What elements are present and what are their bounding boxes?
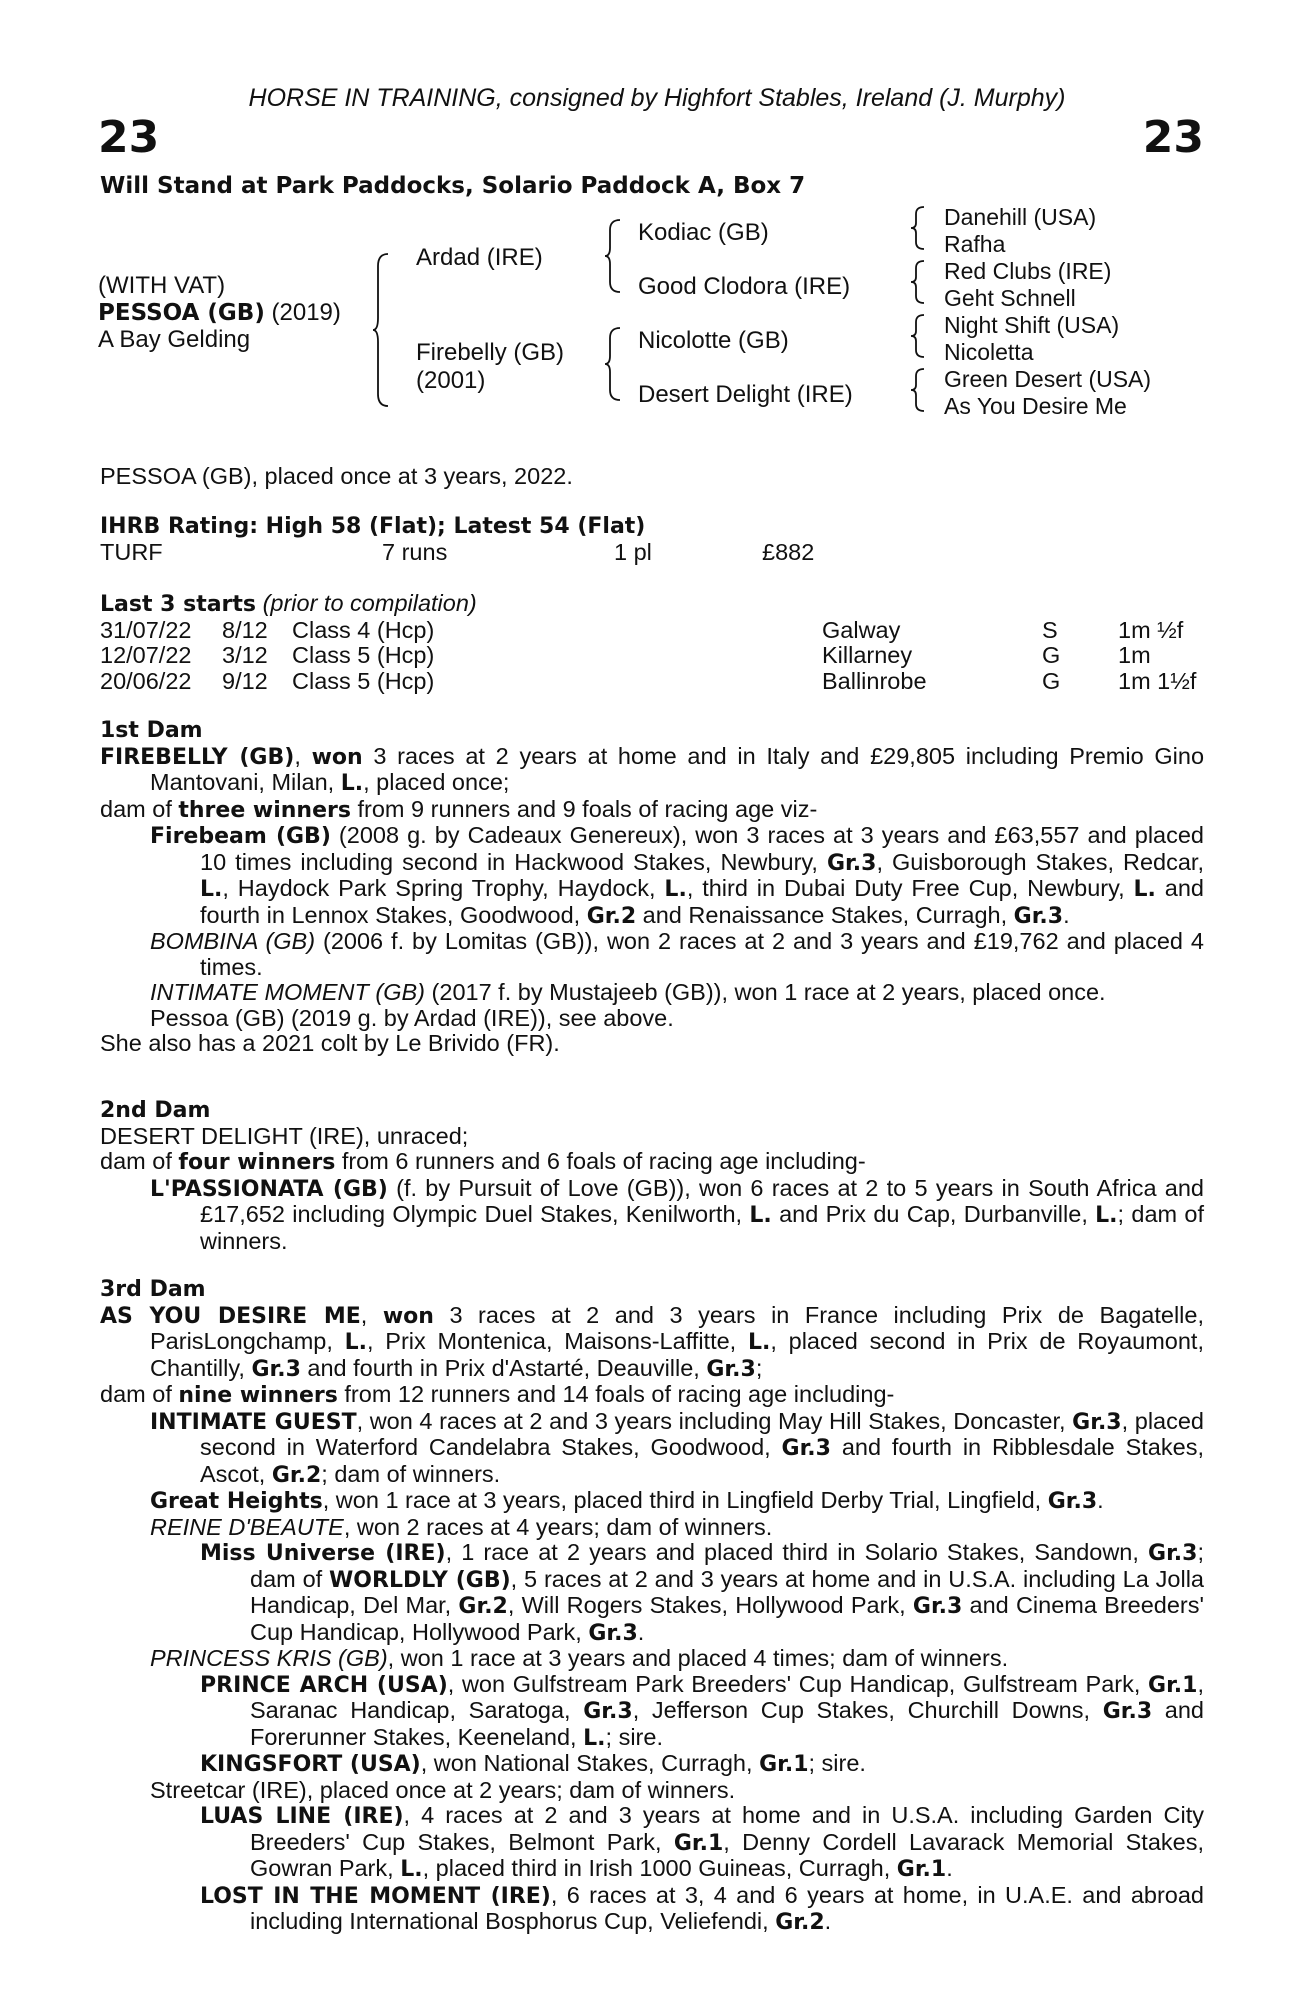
text: dam of (100, 795, 179, 822)
rating-surface: TURF (100, 538, 163, 565)
text: , 4 races at 2 and 3 years at home and in U.S.A. including Garden City Breeders' Cup Stakes, Belmont Park, (250, 1802, 1204, 1855)
grade-badge: Gr.2 (586, 903, 637, 929)
listed-badge: L. (749, 1203, 772, 1228)
progeny-bombina (150, 929, 1204, 980)
grade-badge: Gr.2 (775, 1910, 825, 1935)
won-label: won (311, 744, 363, 770)
lot-number-right: 23 (1142, 112, 1204, 163)
listed-badge: L. (340, 771, 364, 796)
second-dam-record: DESERT DELIGHT (IRE), unraced; (100, 1122, 469, 1149)
grade-badge: Gr.3 (1148, 1541, 1198, 1566)
ancestor-green-desert: Green Desert (USA) (944, 366, 1152, 392)
grade-badge: Gr.3 (827, 850, 877, 876)
start-row (100, 669, 1204, 695)
listed-badge: L. (344, 1330, 368, 1355)
start-class: Class 5 (Hcp) (292, 667, 435, 694)
progeny-name: REINE D'BEAUTE (150, 1513, 344, 1540)
progeny-name: Miss Universe (IRE) (200, 1541, 446, 1566)
pedigree-brace (910, 313, 926, 359)
text: and Renaissance Stakes, Curragh, (636, 901, 1014, 928)
dam-sire: Nicolotte (GB) (638, 327, 789, 354)
pedigree-brace (372, 252, 390, 408)
pedigree-brace (910, 205, 926, 251)
text: from 12 runners and 14 foals of racing age including- (337, 1381, 895, 1407)
progeny-name: INTIMATE MOMENT (GB) (150, 979, 426, 1005)
text: from 6 runners and 6 foals of racing age including- (335, 1148, 866, 1174)
text: , placed second in Prix de Royaumont, Chantilly, (150, 1328, 1204, 1381)
last-starts-note: (prior to compilation) (262, 590, 477, 616)
dam-dam: Desert Delight (IRE) (638, 381, 853, 408)
first-dam-record: FIREBELLY (GB), won 3 races at 2 years at home and in Italy and £29,805 including Premio Gino Mantovani, Milan, L., placed once; (100, 742, 1205, 796)
start-course: Galway (822, 616, 901, 643)
text: . (1097, 1487, 1104, 1513)
rating-earnings: £882 (762, 538, 815, 565)
second-dam-heading: 2nd Dam (100, 1098, 211, 1123)
text: ; dam of winners. (200, 1201, 1205, 1254)
progeny-kingsfort (200, 1751, 1204, 1778)
grade-badge: Gr.2 (458, 1594, 508, 1619)
consignor-line: HORSE IN TRAINING, consigned by Highfort Stables, Ireland (J. Murphy) (248, 84, 1066, 112)
rating-placed: 1 pl (614, 538, 652, 565)
winners-count: four winners (178, 1150, 336, 1175)
dam-year: (2001) (416, 367, 486, 394)
text: dam of (100, 1381, 179, 1407)
grade-badge: Gr.2 (271, 1462, 322, 1488)
progeny-name: WORLDLY (GB) (329, 1567, 511, 1593)
listed-badge: L. (400, 1857, 423, 1882)
start-position: 3/12 (222, 642, 268, 668)
start-distance: 1m 1½f (1118, 667, 1197, 694)
progeny-reine-dbeaute (150, 1515, 1204, 1541)
text: , placed second in Waterford Candelabra Stakes, Goodwood, (200, 1407, 1204, 1460)
text: , won 4 races at 2 and 3 years including May Hill Stakes, Doncaster, (356, 1407, 1073, 1434)
progeny-intimate-moment (150, 980, 1204, 1006)
start-date: 31/07/22 (100, 616, 192, 643)
text: ; sire. (808, 1750, 866, 1776)
progeny-name: KINGSFORT (USA) (200, 1752, 421, 1777)
start-row (100, 618, 1204, 644)
text: , 1 race at 2 years and placed third in Solario Stakes, Sandown, (445, 1539, 1149, 1565)
text: (2008 g. by Cadeaux Genereux), won 3 races at 3 years and £63,557 and placed 10 times including second in Hackwood Stakes, Newbury, (200, 822, 1204, 875)
text: , 5 races at 2 and 3 years at home and in U.S.A. including La Jolla Handicap, Del Mar, (250, 1565, 1204, 1618)
lot-number-left: 23 (98, 112, 160, 163)
text: , Saranac Handicap, Saratoga, (250, 1670, 1204, 1723)
progeny-luas-line (200, 1803, 1204, 1883)
start-position: 9/12 (222, 667, 268, 694)
grade-badge: Gr.3 (583, 1699, 633, 1724)
progeny-name: Firebeam (GB) (150, 824, 331, 849)
grade-badge: Gr.1 (1148, 1672, 1198, 1698)
text: and Prix du Cap, Durbanville, (771, 1201, 1096, 1227)
text: . (1063, 901, 1070, 928)
start-date: 12/07/22 (100, 642, 192, 668)
stand-location: Will Stand at Park Paddocks, Solario Paddock A, Box 7 (100, 173, 806, 199)
text: and fourth in Prix d'Astarté, Deauville, (300, 1354, 707, 1381)
pedigree-brace (910, 367, 926, 413)
text: , Haydock Park Spring Trophy, Haydock, (222, 875, 665, 901)
pedigree-brace (604, 218, 622, 294)
sire-dam: Good Clodora (IRE) (638, 273, 851, 300)
horse-name: PESSOA (GB) (98, 300, 265, 326)
start-class: Class 4 (Hcp) (292, 616, 435, 643)
first-dam-produce-summary (100, 797, 1204, 824)
first-dam-heading: 1st Dam (100, 718, 203, 743)
text: (f. by Pursuit of Love (GB)), won 6 races at 2 to 5 years in South Africa and £17,652 including Olympic Duel Stakes, Kenilworth, (200, 1174, 1205, 1227)
pedigree-brace (910, 259, 926, 305)
progeny-lost-in-the-moment (200, 1883, 1204, 1936)
grade-badge: Gr.1 (896, 1857, 947, 1882)
progeny-name: LUAS LINE (IRE) (200, 1804, 404, 1829)
last-starts-header (100, 591, 1204, 618)
ancestor-rafha: Rafha (944, 231, 1006, 257)
text: , won National Stakes, Curragh, (420, 1750, 760, 1776)
start-distance: 1m (1118, 642, 1151, 668)
start-date: 20/06/22 (100, 667, 192, 694)
text: . (637, 1618, 645, 1645)
text: (2006 f. by Lomitas (GB)), won 2 races at 2 and 3 years and £19,762 and placed 4 times. (200, 928, 1204, 980)
text: , won Gulfstream Park Breeders' Cup Handicap, Gulfstream Park, (447, 1670, 1149, 1697)
text: , Prix Montenica, Maisons-Laffitte, (367, 1328, 748, 1354)
start-distance: 1m ½f (1118, 616, 1184, 643)
text: , won 1 race at 3 years and placed 4 times; dam of winners. (387, 1645, 1009, 1671)
grade-badge: Gr.3 (706, 1356, 756, 1382)
text: (2017 f. by Mustajeeb (GB)), won 1 race at 2 years, placed once. (425, 979, 1106, 1005)
text: . (946, 1855, 953, 1881)
text: ; dam of winners. (321, 1460, 501, 1487)
rating-row (100, 540, 1204, 566)
start-going: G (1042, 667, 1061, 694)
progeny-streetcar: Streetcar (IRE), placed once at 2 years; dam of winners. (150, 1776, 736, 1803)
grade-badge: Gr.3 (251, 1356, 301, 1382)
horse-name-line (98, 299, 341, 327)
grade-badge: Gr.3 (781, 1436, 831, 1461)
progeny-name: Great Heights (150, 1489, 323, 1514)
ancestor-danehill: Danehill (USA) (944, 204, 1097, 230)
horse-description: A Bay Gelding (98, 326, 251, 353)
last-starts-block (100, 591, 1204, 694)
start-course: Ballinrobe (822, 667, 927, 694)
listed-badge: L. (583, 1725, 606, 1751)
listed-badge: L. (664, 877, 687, 902)
start-going: S (1042, 616, 1058, 643)
progeny-pessoa: Pessoa (GB) (2019 g. by Ardad (IRE)), see above. (150, 1004, 674, 1031)
third-dam-section (100, 1277, 1204, 1936)
text: , Guisborough Stakes, Redcar, (876, 848, 1204, 875)
text: and fourth in Lennox Stakes, Goodwood, (200, 875, 1204, 928)
text: , placed once; (363, 769, 510, 795)
second-dam-produce-summary (100, 1149, 1204, 1176)
text: , Jefferson Cup Stakes, Churchill Downs, (632, 1697, 1103, 1723)
grade-badge: Gr.1 (759, 1752, 809, 1777)
third-dam-record: AS YOU DESIRE ME, won 3 races at 2 and 3 years in France including Prix de Bagatelle, ParisLongchamp, L., Prix Montenica, Maisons-Laffitte, L., placed second in Prix de Royaumont, Chantilly, Gr.3 and fourth in Prix d'Astarté, Deauville, Gr.3; (100, 1301, 1205, 1382)
progeny-name: BOMBINA (GB) (150, 928, 316, 954)
grade-badge: Gr.3 (1013, 903, 1064, 929)
third-dam-heading: 3rd Dam (100, 1277, 206, 1302)
grade-badge: Gr.3 (1072, 1409, 1122, 1435)
second-dam-section (100, 1098, 1204, 1254)
horse-year: (2019) (271, 299, 341, 326)
pedigree-brace (604, 326, 622, 402)
produce-note: She also has a 2021 colt by Le Brivido (FR). (100, 1030, 560, 1056)
text: , third in Dubai Duty Free Cup, Newbury, (686, 875, 1134, 901)
start-going: G (1042, 642, 1061, 668)
text: , placed third in Irish 1000 Guineas, Curragh, (422, 1855, 897, 1881)
progeny-prince-arch (200, 1672, 1204, 1752)
start-position: 8/12 (222, 616, 268, 643)
ancestor-night-shift: Night Shift (USA) (944, 312, 1120, 338)
winners-count: three winners (178, 797, 351, 823)
text: ; sire. (605, 1723, 663, 1750)
text: and Cinema Breeders' Cup Handicap, Hollywood Park, (250, 1592, 1204, 1645)
progeny-lpassionata (150, 1176, 1204, 1255)
progeny-name: PRINCESS KRIS (GB) (150, 1645, 388, 1671)
rating-heading: IHRB Rating: High 58 (Flat); Latest 54 (Flat) (100, 514, 646, 539)
last-starts-heading: Last 3 starts (100, 592, 257, 617)
sire: Ardad (IRE) (416, 244, 543, 271)
listed-badge: L. (1095, 1203, 1118, 1228)
text: , 6 races at 3, 4 and 6 years at home, in U.A.E. and abroad including International Bosphorus Cup, Veliefendi, (250, 1881, 1204, 1934)
start-course: Killarney (822, 642, 913, 668)
progeny-miss-universe (200, 1540, 1204, 1646)
grade-badge: Gr.3 (1102, 1699, 1153, 1724)
progeny-name: LOST IN THE MOMENT (IRE) (200, 1883, 551, 1909)
dam-name: AS YOU DESIRE ME (100, 1303, 361, 1329)
text: 3 races at 2 years at home and in Italy and £29,805 including Premio Gino Mantovani, Milan, (150, 742, 1205, 795)
ancestor-geht-schnell: Geht Schnell (944, 285, 1076, 311)
progeny-princess-kris (150, 1646, 1204, 1672)
text: dam of (100, 1148, 179, 1174)
listed-badge: L. (200, 877, 223, 902)
text: , won 2 races at 4 years; dam of winners. (343, 1513, 773, 1540)
text: and Forerunner Stakes, Keeneland, (250, 1697, 1204, 1750)
race-summary: PESSOA (GB), placed once at 3 years, 2022. (100, 463, 573, 489)
text: , Denny Cordell Lavarack Memorial Stakes, Gowran Park, (250, 1828, 1204, 1881)
ancestor-red-clubs: Red Clubs (IRE) (944, 258, 1112, 284)
listed-badge: L. (747, 1330, 771, 1355)
text: , Will Rogers Stakes, Hollywood Park, (507, 1592, 913, 1618)
text: ; (755, 1354, 763, 1381)
text: ; dam of (250, 1539, 1204, 1592)
grade-badge: Gr.3 (588, 1620, 638, 1646)
won-label: won (382, 1303, 434, 1329)
dam-name: FIREBELLY (GB) (100, 744, 295, 770)
start-row (100, 643, 1204, 669)
progeny-intimate-guest (150, 1409, 1204, 1489)
ancestor-nicoletta: Nicoletta (944, 339, 1034, 365)
progeny-name: L'PASSIONATA (GB) (150, 1176, 388, 1202)
grade-badge: Gr.3 (1047, 1489, 1098, 1514)
progeny-name: INTIMATE GUEST (150, 1409, 357, 1435)
text: from 9 runners and 9 foals of racing age viz- (350, 795, 818, 822)
rating-runs: 7 runs (382, 538, 448, 565)
progeny-great-heights (150, 1488, 1204, 1515)
progeny-firebeam (150, 823, 1204, 929)
winners-count: nine winners (178, 1383, 338, 1408)
rating-block (100, 514, 1204, 565)
listed-badge: L. (1133, 877, 1156, 902)
text: . (824, 1908, 832, 1934)
third-dam-produce-summary (100, 1382, 1204, 1409)
sire-sire: Kodiac (GB) (638, 219, 769, 246)
text: , won 1 race at 3 years, placed third in Lingfield Derby Trial, Lingfield, (322, 1487, 1048, 1513)
progeny-name: PRINCE ARCH (USA) (200, 1672, 448, 1698)
start-class: Class 5 (Hcp) (292, 642, 435, 668)
grade-badge: Gr.1 (673, 1830, 724, 1856)
first-dam-section (100, 718, 1204, 1057)
vat-note: (WITH VAT) (98, 272, 226, 299)
dam: Firebelly (GB) (416, 339, 565, 366)
ancestor-as-you-desire-me: As You Desire Me (944, 393, 1127, 419)
text: and fourth in Ribblesdale Stakes, Ascot, (200, 1434, 1204, 1487)
text: 3 races at 2 and 3 years in France including Prix de Bagatelle, ParisLongchamp, (150, 1301, 1205, 1354)
grade-badge: Gr.3 (912, 1594, 963, 1619)
